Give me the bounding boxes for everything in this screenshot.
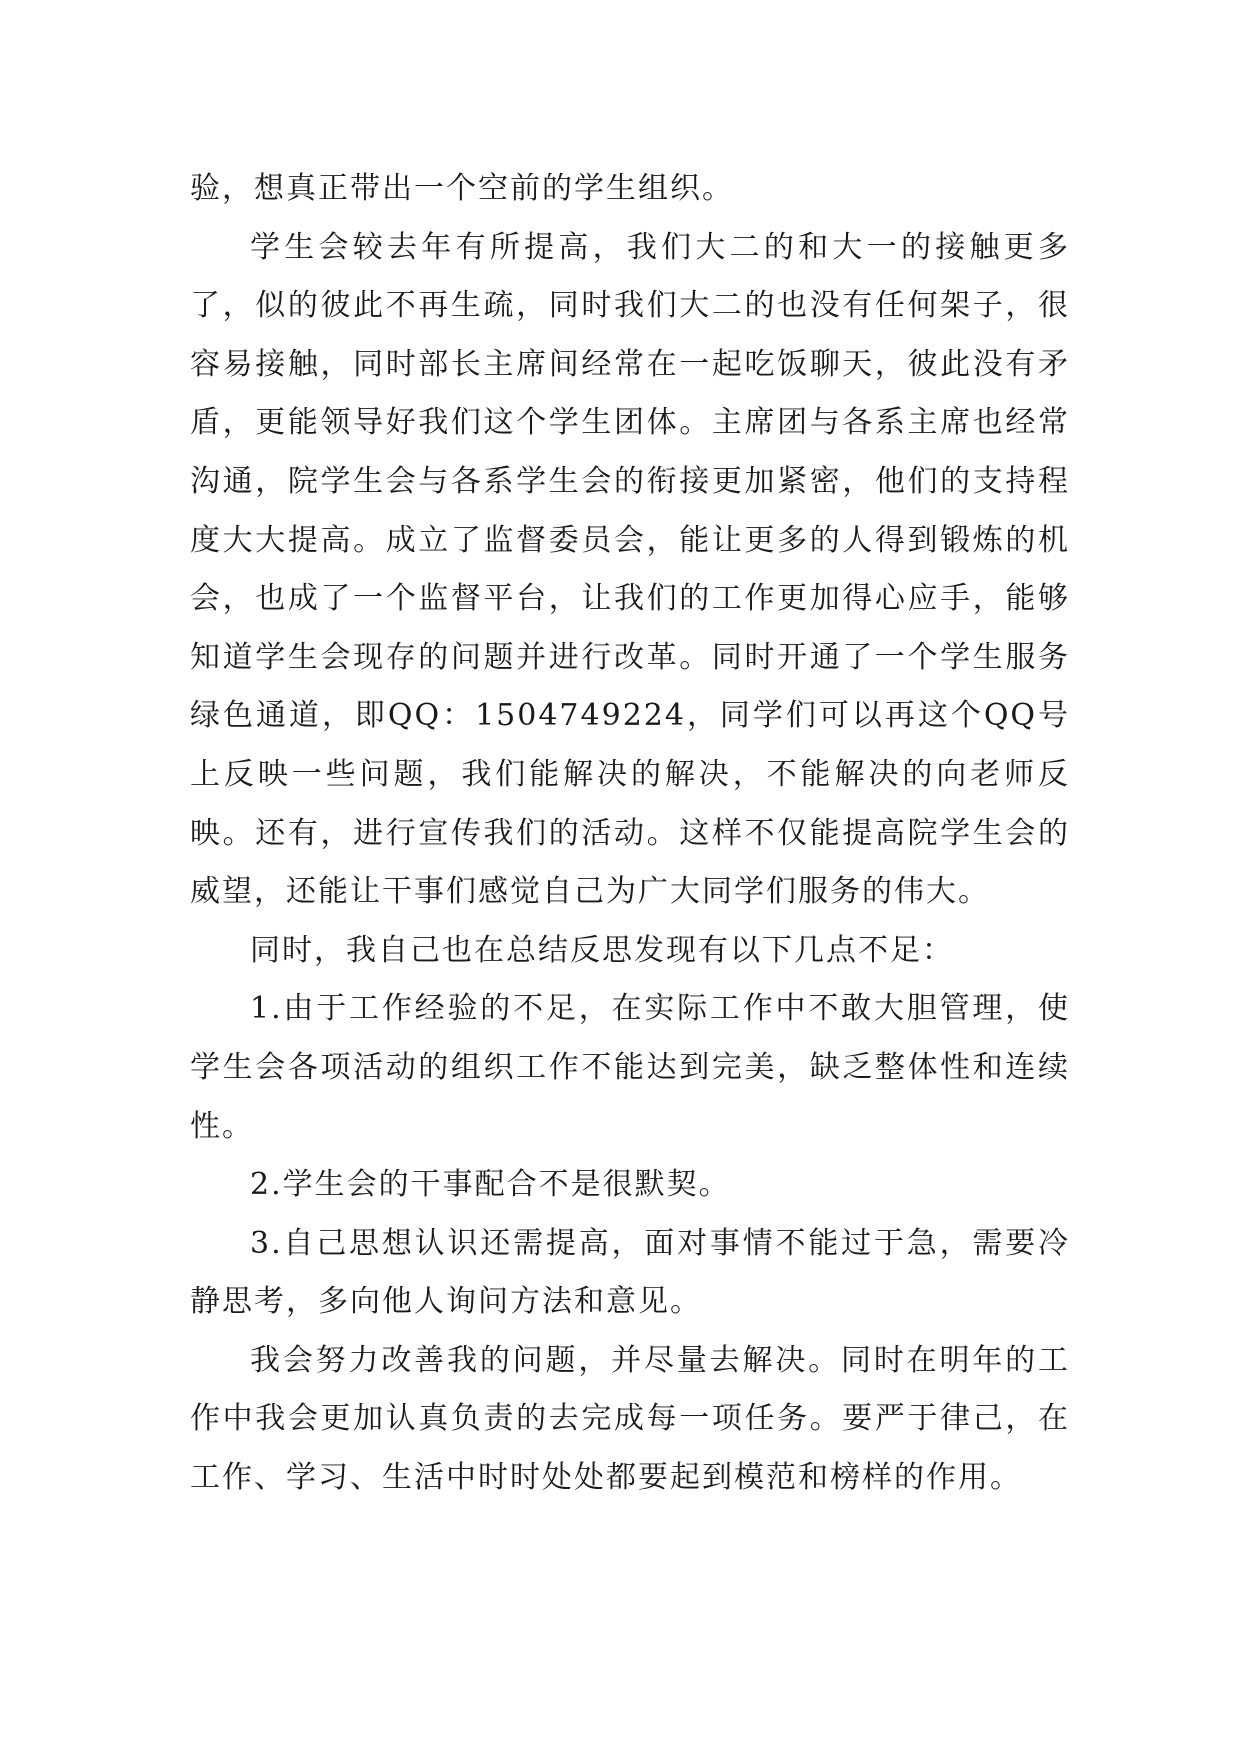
paragraph-conclusion: 我会努力改善我的问题，并尽量去解决。同时在明年的工作中我会更加认真负责的去完成每一项任务。要严于律己，在工作、学习、生活中时时处处都要起到模范和榜样的作用。 bbox=[190, 1342, 1070, 1496]
list-item-shortcoming-2: 2.学生会的干事配合不是很默契。 bbox=[250, 1167, 731, 1203]
paragraph-continuation: 验，想真正带出一个空前的学生组织。 bbox=[190, 171, 734, 206]
paragraph-shortcomings-intro: 同时，我自己也在总结反思发现有以下几点不足： bbox=[250, 932, 954, 968]
list-item-shortcoming-3: 3.自己思想认识还需提高，面对事情不能过于急，需要冷静思考，多向他人询问方法和意见。 bbox=[190, 1225, 1070, 1320]
list-item-shortcoming-1: 1.由于工作经验的不足，在实际工作中不敢大胆管理，使学生会各项活动的组织工作不能达到完美，缺乏整体性和连续性。 bbox=[190, 991, 1070, 1144]
document-body bbox=[190, 160, 1070, 1508]
paragraph-student-union-progress: 学生会较去年有所提高，我们大二的和大一的接触更多了，似的彼此不再生疏，同时我们大二的也没有任何架子，很容易接触，同时部长主席间经常在一起吃饭聊天，彼此没有矛盾，更能领导好我们这个学生团体。主席团与各系主席也经常沟通，院学生会与各系学生会的衔接更加紧密，他们的支持程度大大提高。成立了监督委员会，能让更多的人得到锻炼的机会，也成了一个监督平台，让我们的工作更加得心应手，能够知道学生会现存的问题并进行改革。同时开通了一个学生服务绿色通道，即QQ：1504749224，同学们可以再这个QQ号上反映一些问题，我们能解决的解决，不能解决的向老师反映。还有，进行宣传我们的活动。这样不仅能提高院学生会的威望，还能让干事们感觉自己为广大同学们服务的伟大。 bbox=[190, 229, 1070, 910]
